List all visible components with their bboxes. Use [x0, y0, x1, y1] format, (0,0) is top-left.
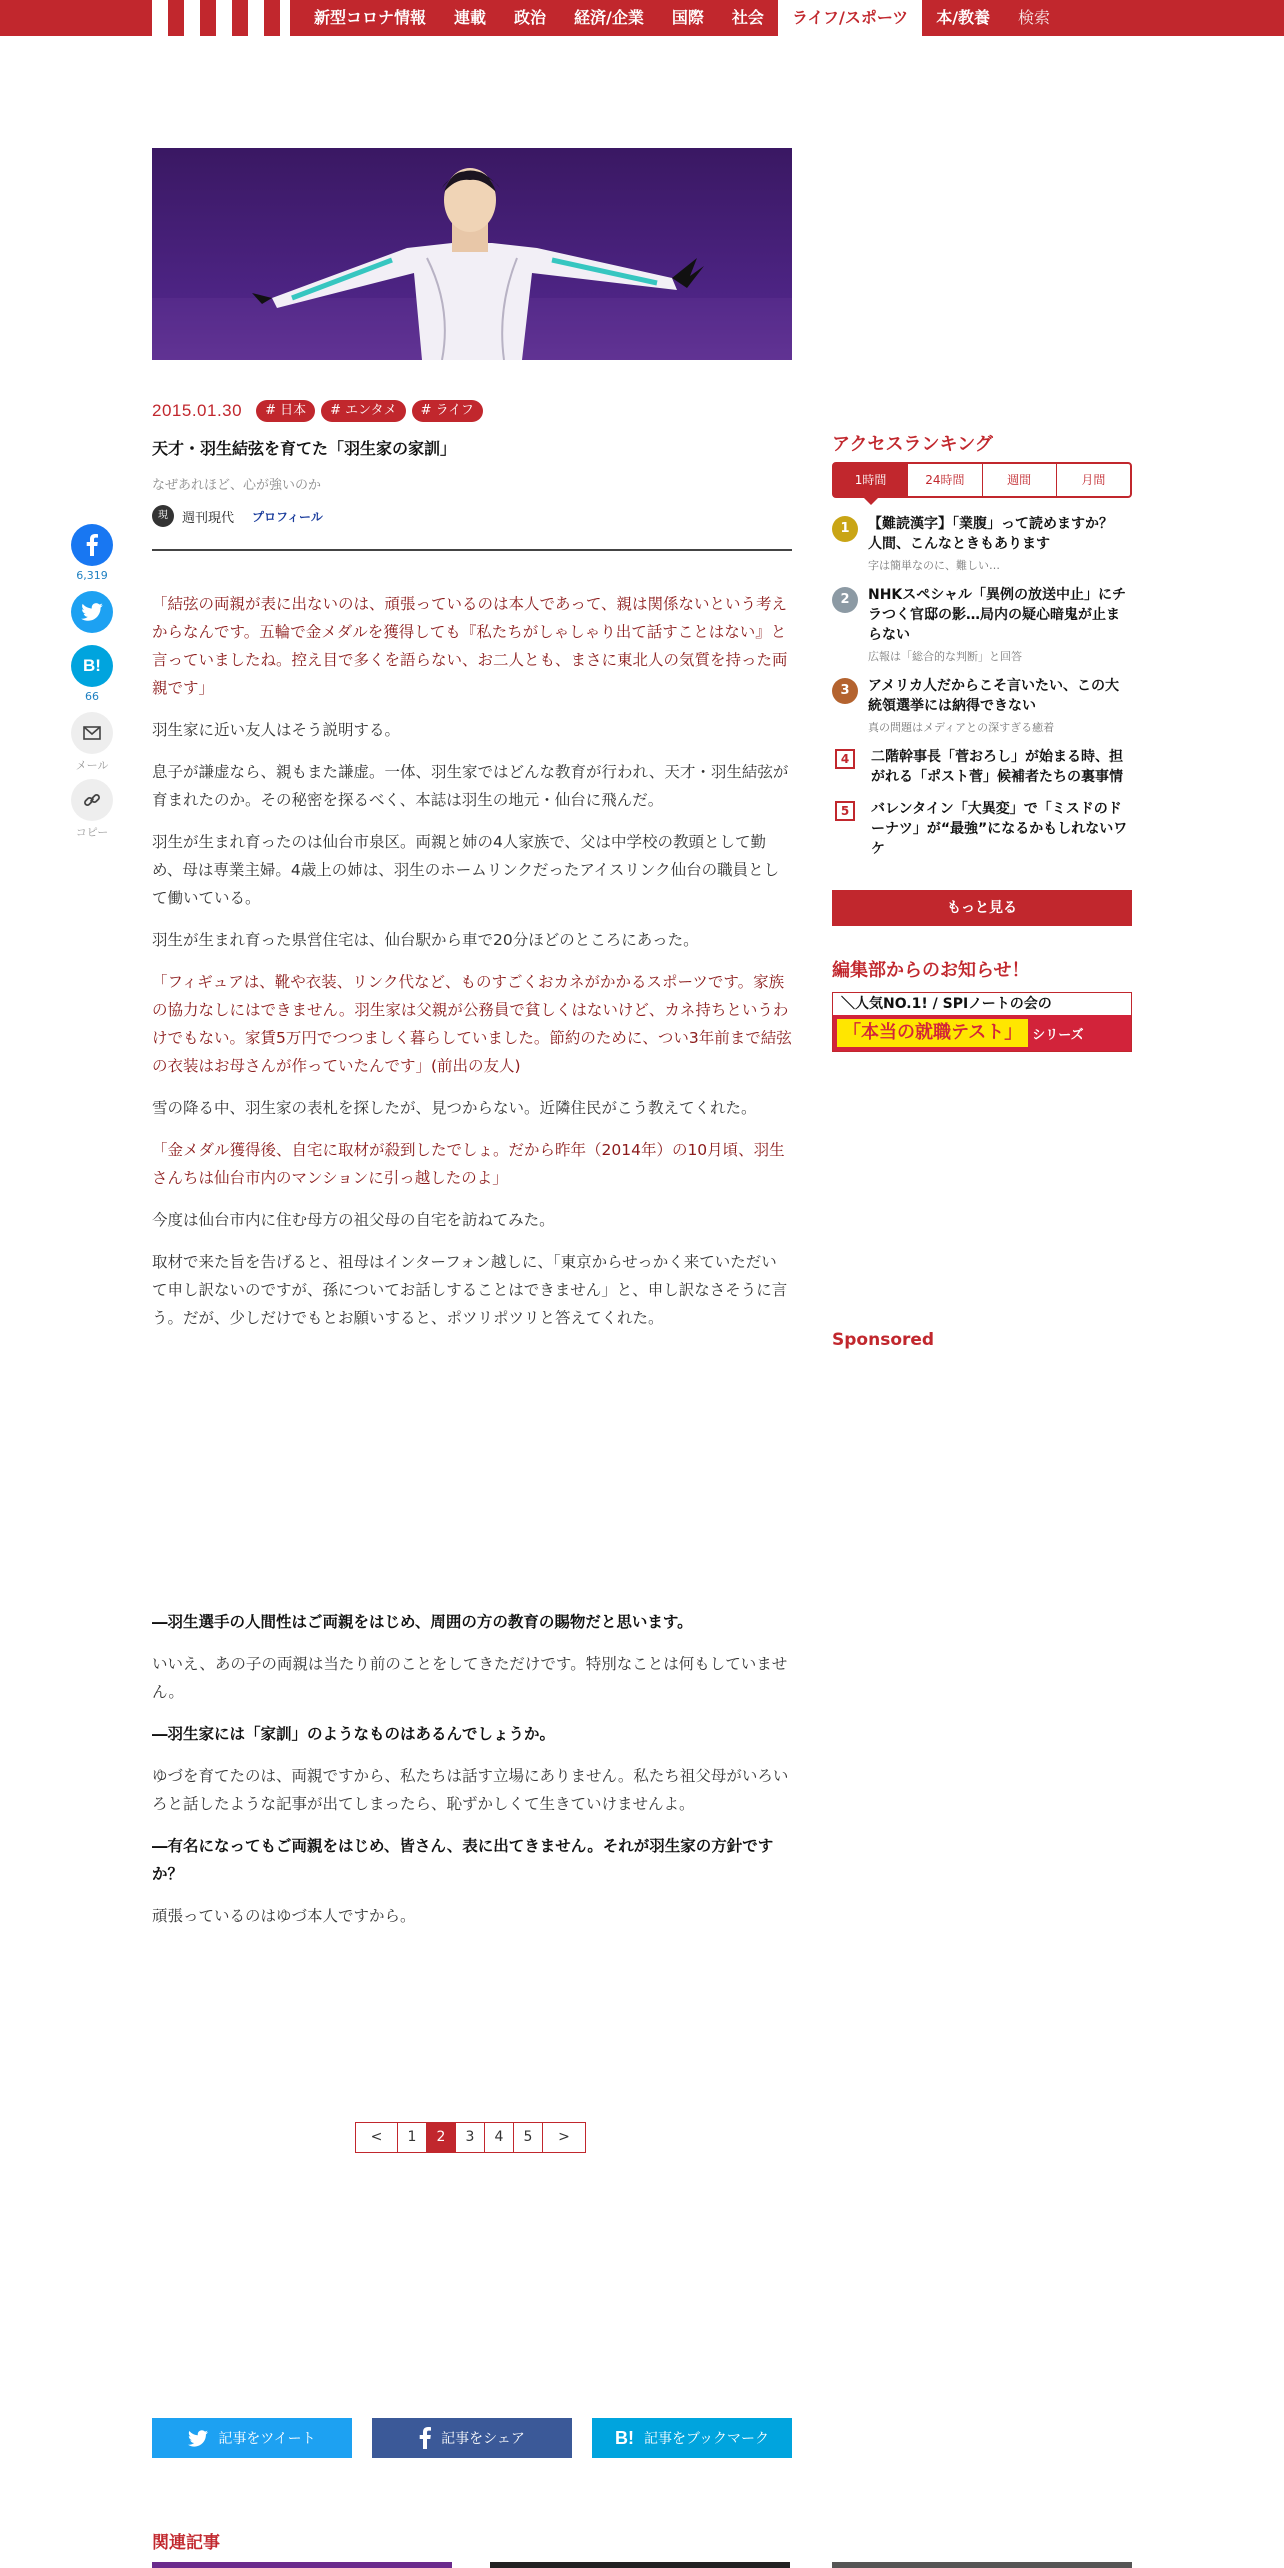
- site-logo[interactable]: [152, 0, 290, 36]
- nav-item-5[interactable]: 社会: [731, 8, 764, 27]
- bookmark-label: 記事をブックマーク: [643, 2431, 770, 2447]
- banner-main-text: 「本当の就職テスト」: [837, 1019, 1028, 1047]
- ranking-item[interactable]: [832, 514, 1132, 573]
- author-icon: 現: [152, 505, 174, 527]
- paragraph: 「金メダル獲得後、自宅に取材が殺到したでしょ。だから昨年（2014年）の10月頃、羽生さんちは仙台市内のマンションに引っ越したのよ」: [152, 1141, 785, 1187]
- share-row: [152, 2418, 792, 2458]
- nav-item-8[interactable]: 検索: [1018, 8, 1051, 27]
- mail-icon: [83, 726, 101, 740]
- paragraph: 雪の降る中、羽生家の表札を探したが、見つからない。近隣住民がこう教えてくれた。: [152, 1099, 757, 1117]
- paragraph: 羽生が生まれ育ったのは仙台市泉区。両親と姉の4人家族で、父は中学校の教頭として勤め、母は専業主婦。4歳上の姉は、羽生のホームリンクだったアイスリンク仙台の職員として働いている。: [152, 833, 780, 907]
- paragraph: いいえ、あの子の両親は当たり前のことをしてきただけです。特別なことは何もしていません。: [152, 1655, 788, 1701]
- ranking-text: [871, 799, 1132, 859]
- facebook-count: 6,319: [76, 569, 108, 582]
- related-articles-title: 関連記事: [152, 2533, 220, 2553]
- floating-share-bar: [70, 524, 114, 846]
- paragraph: 頑張っているのはゆづ本人ですから。: [152, 1907, 416, 1925]
- ranking-item[interactable]: [832, 676, 1132, 735]
- rank-number: 5: [835, 801, 855, 821]
- twitter-icon: [81, 603, 103, 621]
- nav-item-0[interactable]: 新型コロナ情報: [314, 8, 427, 27]
- article-body: [152, 590, 792, 1944]
- ranking-subtitle: 真の問題はメディアとの深すぎる癒着: [868, 721, 1055, 734]
- ranking-item[interactable]: [832, 585, 1132, 664]
- ranking-tab-2[interactable]: 週間: [983, 464, 1057, 496]
- nav-item-3[interactable]: 経済/企業: [574, 8, 644, 27]
- ranking-item[interactable]: [832, 799, 1132, 859]
- ranking-tab-0[interactable]: 1時間: [834, 464, 908, 496]
- author-row: [152, 505, 323, 527]
- link-icon: [83, 791, 101, 809]
- paragraph: ゆづを育てたのは、両親ですから、私たちは話す立場にありません。私たち祖父母がいろいろと話したような記事が出てしまったら、恥ずかしくて生きていけませんよ。: [152, 1767, 789, 1813]
- article-title: 天才・羽生結弦を育てた「羽生家の家訓」: [152, 439, 457, 458]
- paragraph: 羽生が生まれ育った県営住宅は、仙台駅から車で20分ほどのところにあった。: [152, 931, 699, 949]
- related-thumb-2[interactable]: [490, 2562, 790, 2568]
- ranking-text: [871, 747, 1132, 787]
- article-date: 2015.01.30: [152, 401, 243, 420]
- ranking-title: アクセスランキング: [832, 434, 993, 455]
- hero-image: [152, 148, 792, 360]
- hatena-icon: B!: [83, 656, 101, 675]
- ranking-title: バレンタイン「大異変」で「ミスドのドーナツ」が“最強”になるかもしれないワケ: [871, 801, 1128, 857]
- profile-link[interactable]: プロフィール: [252, 509, 323, 524]
- related-thumb-1[interactable]: [152, 2562, 452, 2568]
- related-thumb-3[interactable]: [832, 2562, 1132, 2568]
- ranking-tab-3[interactable]: 月間: [1081, 473, 1106, 487]
- interview-question: ―羽生家には「家訓」のようなものはあるんでしょうか。: [152, 1725, 556, 1743]
- rank-number: 1: [832, 516, 858, 542]
- page-1-button[interactable]: 1: [398, 2123, 427, 2152]
- notice-title: 編集部からのお知らせ！: [832, 960, 1030, 981]
- ranking-title: NHKスペシャル「異例の放送中止」にチラつく官邸の影…局内の疑心暗鬼が止まらない: [868, 587, 1127, 643]
- ranking-title: 二階幹事長「菅おろし」が始まる時、担がれる「ポスト菅」候補者たちの裏事情: [871, 749, 1123, 785]
- ranking-tabs: [832, 462, 1132, 498]
- spi-banner[interactable]: [832, 992, 1132, 1052]
- facebook-icon: [419, 2427, 431, 2449]
- paragraph: 取材で来た旨を告げると、祖母はインターフォン越しに、「東京からせっかく来ていただいて申し訳ないのですが、孫についてお話しすることはできません」と、申し訳なさそうに言う。だが、少しだけでもとお願いすると、ポツリポツリと答えてくれた。: [152, 1253, 788, 1327]
- ranking-title: アメリカ人だからこそ言いたい、この大統領選挙には納得できない: [868, 678, 1120, 714]
- page-5-button[interactable]: 5: [514, 2123, 543, 2152]
- ranking-item[interactable]: [832, 747, 1132, 787]
- page-2-button[interactable]: 2: [427, 2123, 456, 2152]
- paragraph: 「フィギュアは、靴や衣装、リンク代など、ものすごくおカネがかかるスポーツです。家族の協力なしにはできません。羽生家は父親が公務員で貧しくはないけど、カネ持ちというわけでもない。家賃5万円でつつましく暮らしていました。節約のために、つい3年前まで結弦の衣装はお母さんが作っていたんです」(前出の友人): [152, 973, 792, 1075]
- facebook-icon: [86, 534, 98, 556]
- paragraph: 羽生家に近い友人はそう説明する。: [152, 721, 401, 739]
- paragraph: 「結弦の両親が表に出ないのは、頑張っているのは本人であって、親は関係ないという考えからなんです。五輪で金メダルを獲得しても『私たちがしゃしゃり出て話すことはない』と言っていましたね。控え目で多くを語らない、お二人とも、まさに東北人の気質を持った両親です」: [152, 595, 788, 697]
- ranking-tab-1[interactable]: 24時間: [908, 464, 982, 496]
- hatena-icon: B!: [614, 2427, 634, 2448]
- mail-label: メール: [75, 759, 109, 772]
- ranking-text: [868, 514, 1132, 573]
- ranking-text: [868, 676, 1132, 735]
- paragraph: 息子が謙虚なら、親もまた謙虚。一体、羽生家ではどんな教育が行われ、天才・羽生結弦が育まれたのか。その秘密を探るべく、本誌は羽生の地元・仙台に飛んだ。: [152, 763, 789, 809]
- rank-number: 4: [835, 749, 855, 769]
- more-button[interactable]: もっと見る: [832, 890, 1132, 926]
- interview-question: ―羽生選手の人間性はご両親をはじめ、周囲の方の教育の賜物だと思います。: [152, 1613, 693, 1631]
- nav-menu: [300, 0, 1064, 36]
- share-label: 記事をシェア: [441, 2431, 525, 2447]
- nav-item-2[interactable]: 政治: [514, 8, 547, 27]
- twitter-icon: [188, 2430, 208, 2447]
- next-page-button[interactable]: >: [558, 2129, 570, 2145]
- nav-item-7[interactable]: 本/教養: [936, 8, 991, 27]
- sponsored-label: Sponsored: [832, 1330, 935, 1350]
- nav-item-4[interactable]: 国際: [671, 8, 704, 27]
- tweet-button[interactable]: [152, 2418, 352, 2458]
- rank-number: 2: [832, 587, 858, 613]
- facebook-float-button[interactable]: [71, 524, 113, 566]
- banner-top-text: ＼人気NO.1! / SPIノートの会の: [833, 993, 1131, 1015]
- prev-page-button[interactable]: <: [356, 2123, 398, 2152]
- hatena-count: 66: [85, 690, 99, 703]
- header-divider: [152, 549, 792, 551]
- nav-item-6[interactable]: ライフ/スポーツ: [778, 0, 922, 36]
- tag-entertainment[interactable]: # エンタメ: [321, 400, 406, 422]
- ranking-list: [832, 514, 1132, 871]
- tweet-label: 記事をツイート: [218, 2431, 316, 2447]
- ad-placeholder: [152, 1346, 792, 1608]
- author-name[interactable]: 週刊現代: [182, 510, 235, 526]
- ranking-text: [868, 585, 1132, 664]
- article-subtitle: なぜあれほど、心が強いのか: [152, 478, 322, 493]
- tag-japan[interactable]: # 日本: [256, 400, 315, 422]
- page-4-button[interactable]: 4: [485, 2123, 514, 2152]
- top-nav: [0, 0, 1284, 36]
- interview-question: ―有名になってもご両親をはじめ、皆さん、表に出てきません。それが羽生家の方針ですか？: [152, 1837, 774, 1883]
- ranking-subtitle: 字は簡単なのに、難しい…: [868, 559, 1000, 572]
- hatena-bookmark-button[interactable]: [592, 2418, 792, 2458]
- copy-label: コピー: [75, 826, 109, 839]
- paragraph: 今度は仙台市内に住む母方の祖父母の自宅を訪ねてみた。: [152, 1211, 555, 1229]
- banner-bottom: [833, 1015, 1131, 1051]
- banner-series-text: シリーズ: [1032, 1027, 1084, 1043]
- hatena-float-button[interactable]: [71, 645, 113, 687]
- article-meta: [152, 400, 483, 422]
- copy-link-button[interactable]: [71, 779, 113, 821]
- pagination: [355, 2122, 586, 2153]
- nav-item-1[interactable]: 連載: [454, 8, 487, 27]
- ranking-title: 【難読漢字】「業腹」って読めますか？ 人間、こんなときもあります: [868, 516, 1127, 552]
- facebook-share-button[interactable]: [372, 2418, 572, 2458]
- tag-life[interactable]: # ライフ: [412, 400, 483, 422]
- ranking-subtitle: 広報は「総合的な判断」と回答: [868, 650, 1022, 663]
- rank-number: 3: [832, 678, 858, 704]
- page-3-button[interactable]: 3: [456, 2123, 485, 2152]
- twitter-float-button[interactable]: [71, 591, 113, 633]
- mail-button[interactable]: [71, 712, 113, 754]
